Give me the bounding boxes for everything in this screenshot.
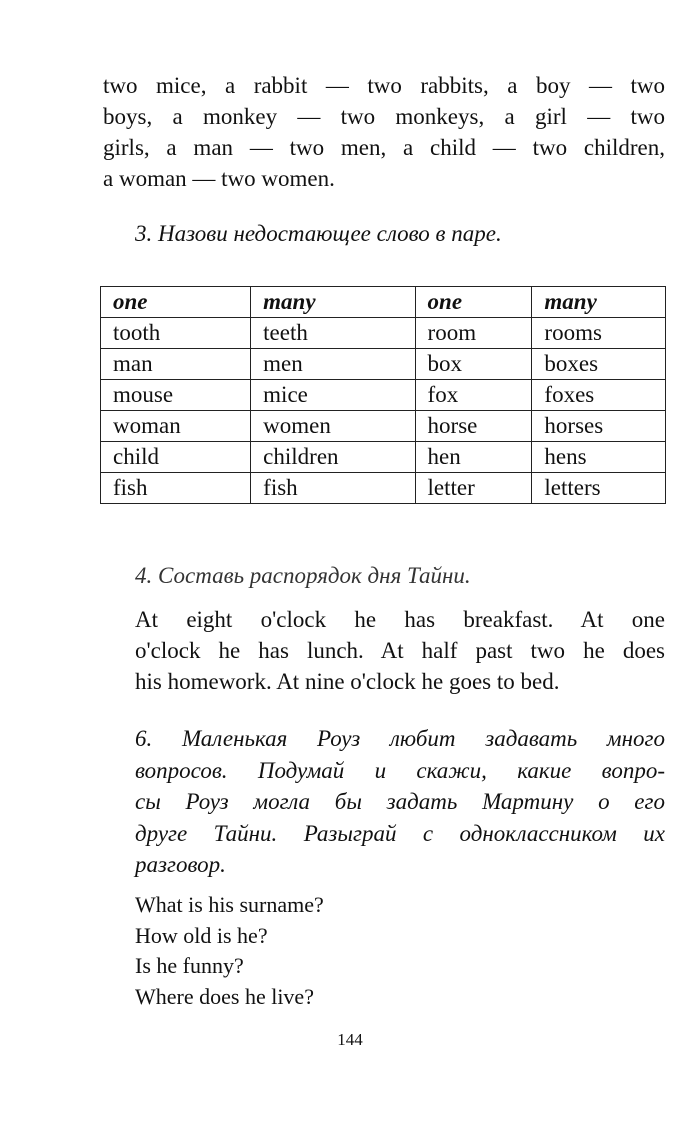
text-line: two mice, a rabbit — two rabbits, a boy — two <box>103 73 665 98</box>
text-line: o'clock he has lunch. At half past two he does <box>135 638 665 663</box>
table-cell: foxes <box>532 380 666 411</box>
header-cell: many <box>532 287 666 318</box>
table-row <box>101 380 666 411</box>
text-line: сы Роуз могла бы задать Мартину о его <box>135 789 665 814</box>
task6-paragraph <box>135 723 665 881</box>
header-cell: one <box>415 287 532 318</box>
plural-table <box>100 286 666 504</box>
table-header-row <box>101 287 666 318</box>
table-cell: fish <box>251 473 415 504</box>
table-row <box>101 473 666 504</box>
text-line: разговор. <box>135 852 226 877</box>
task4-paragraph <box>135 604 665 697</box>
table-row <box>101 442 666 473</box>
table-cell: room <box>415 318 532 349</box>
table-cell: woman <box>101 411 251 442</box>
page-number: 144 <box>337 1030 363 1049</box>
table-cell: teeth <box>251 318 415 349</box>
table-cell: mouse <box>101 380 251 411</box>
text-line: girls, a man — two men, a child — two children, <box>103 135 665 160</box>
table-row <box>101 318 666 349</box>
header-cell: many <box>251 287 415 318</box>
question: Is he funny? <box>135 953 244 978</box>
table-cell: letters <box>532 473 666 504</box>
table-cell: man <box>101 349 251 380</box>
table-cell: fish <box>101 473 251 504</box>
table-cell: boxes <box>532 349 666 380</box>
table-cell: women <box>251 411 415 442</box>
question: How old is he? <box>135 922 268 948</box>
text-line: At eight o'clock he has breakfast. At one <box>135 607 665 632</box>
text-line: 6. Маленькая Роуз любит задавать много <box>135 726 665 751</box>
question: Where does he live? <box>135 983 314 1009</box>
table-cell: men <box>251 349 415 380</box>
text-line: his homework. At nine o'clock he goes to bed. <box>135 669 560 694</box>
table-row <box>101 411 666 442</box>
table-row <box>101 349 666 380</box>
table-cell: hen <box>415 442 532 473</box>
table-cell: mice <box>251 380 415 411</box>
table-cell: children <box>251 442 415 473</box>
table-cell: box <box>415 349 532 380</box>
table-cell: fox <box>415 380 532 411</box>
table-cell: tooth <box>101 318 251 349</box>
task4-heading: 4. Составь распорядок дня Тайни. <box>135 563 471 588</box>
task3-heading: 3. Назови недостающее слово в паре. <box>135 221 502 246</box>
text-line: вопросов. Подумай и скажи, какие вопро- <box>135 757 665 783</box>
table-cell: child <box>101 442 251 473</box>
question: What is his surname? <box>135 892 324 917</box>
table-cell: hens <box>532 442 666 473</box>
header-cell: one <box>101 287 251 318</box>
intro-paragraph <box>103 70 665 194</box>
question-list <box>135 890 324 1012</box>
table-cell: rooms <box>532 318 666 349</box>
table-cell: letter <box>415 473 532 504</box>
text-line: друге Тайни. Разыграй с одноклассником их <box>135 820 665 846</box>
table-cell: horses <box>532 411 666 442</box>
text-line: a woman — two women. <box>103 166 335 191</box>
text-line: boys, a monkey — two monkeys, a girl — two <box>103 104 665 129</box>
table-cell: horse <box>415 411 532 442</box>
